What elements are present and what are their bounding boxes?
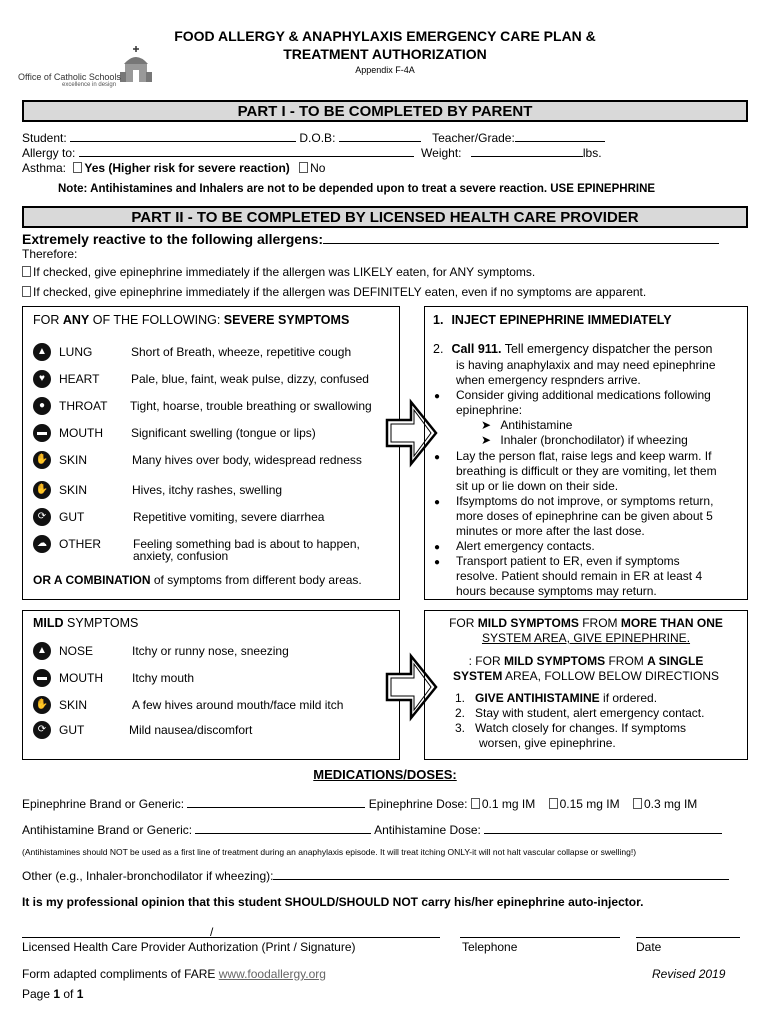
symptom-desc: Itchy or runny nose, sneezing [132, 644, 289, 658]
telephone-label: Telephone [462, 940, 518, 954]
area-label: SKIN [59, 453, 88, 467]
severe-row-mouth [23, 424, 403, 442]
bullet-icon: ● [434, 542, 441, 553]
l3-mid: FROM [605, 654, 648, 668]
severe-row-skin-1 [23, 451, 403, 469]
bullet-icon: ● [434, 497, 441, 508]
bullet2-line: Lay the person flat, raise legs and keep warm. If [456, 449, 712, 463]
mild-header [33, 616, 138, 630]
check-likely-text: If checked, give epinephrine immediately if the allergen was LIKELY eaten, for ANY symptoms. [33, 265, 536, 279]
step2 [433, 342, 712, 357]
anti-row [22, 823, 722, 837]
gut-icon: ⟳ [33, 721, 51, 739]
student-row [22, 131, 605, 145]
mild-row-nose [23, 642, 403, 660]
bullet5-line: hours because symptoms may return. [456, 584, 657, 598]
opinion-statement: It is my professional opinion that this student SHOULD/SHOULD NOT carry his/her epinephrine auto-injector. [22, 895, 644, 909]
bullet1-line: Consider giving additional medications following [456, 388, 711, 402]
bullet-icon: ● [434, 557, 441, 568]
mouth-icon: ▬ [33, 669, 51, 687]
area-label: HEART [59, 372, 100, 386]
area-label: SKIN [59, 698, 88, 712]
symptom-desc: Many hives over body, widespread redness [132, 453, 362, 467]
antihistamine-warning: (Antihistamines should NOT be used as a first line of treatment during an anaphylaxis episode. It will treat itching ONLY-it will not halt vascular collapse or swelling!) [22, 847, 637, 857]
allergens-row [22, 231, 719, 247]
dose-015-checkbox[interactable] [549, 798, 558, 809]
s1-num: 1. [455, 691, 466, 705]
hand-skin-icon: ✋ [33, 481, 51, 499]
s2-num: 2. [455, 706, 466, 720]
adapted-note [22, 967, 326, 981]
epi-brand-field[interactable] [187, 797, 365, 808]
s3-text-line2: worsen, give epinephrine. [479, 736, 616, 750]
symptom-desc: Short of Breath, wheeze, repetitive cough [131, 345, 352, 359]
telephone-field[interactable] [460, 937, 620, 938]
combination-rest: of symptoms from different body areas. [150, 573, 362, 587]
fare-link[interactable]: www.foodallergy.org [218, 967, 326, 981]
sub-antihistamine [481, 418, 572, 433]
symptom-desc: Significant swelling (tongue or lips) [131, 426, 316, 440]
revised-label: Revised 2019 [652, 967, 726, 981]
area-label: MOUTH [59, 426, 103, 440]
area-label: THROAT [59, 399, 108, 413]
bullet5-line: resolve. Patient should remain in ER at least 4 [456, 569, 703, 583]
l1-bold: MILD SYMPTOMS [477, 616, 579, 630]
step2-line: is having anaphylaxix and may need epinephrine [456, 358, 716, 372]
nose-icon: ▲ [33, 642, 51, 660]
bullet-icon: ● [434, 452, 441, 463]
page-pre: Page [22, 987, 54, 1001]
symptom-desc: Feeling something bad is about to happen, [133, 537, 360, 551]
severe-row-lung [23, 343, 403, 361]
student-label: Student: [22, 131, 67, 145]
weight-field[interactable] [471, 146, 583, 157]
severe-row-throat [23, 397, 403, 415]
epi-brand-label: Epinephrine Brand or Generic: [22, 797, 185, 811]
step2-num: 2. [433, 342, 444, 356]
gut-icon: ⟳ [33, 508, 51, 526]
combination-bold: OR A COMBINATION [33, 573, 151, 587]
combination-note [33, 573, 362, 587]
epi-row [22, 797, 697, 811]
l3-bold2: A SINGLE [647, 654, 704, 668]
mild-header-bold: MILD [33, 616, 64, 630]
severe-row-skin-2 [23, 481, 403, 499]
mild-row-gut [23, 721, 403, 739]
hand-skin-icon: ✋ [33, 451, 51, 469]
part1-heading: PART I - TO BE COMPLETED BY PARENT [22, 100, 748, 122]
lbs-label: lbs. [582, 146, 602, 160]
check-likely-checkbox[interactable] [22, 266, 31, 277]
mild-step1 [455, 691, 657, 706]
sub1-text: Antihistamine [500, 418, 573, 432]
provider-label: Licensed Health Care Provider Authorization (Print / Signature) [22, 940, 356, 954]
throat-icon: ● [33, 397, 51, 415]
symptom-desc: A few hives around mouth/face mild itch [132, 698, 344, 712]
dose-01-label: 0.1 mg IM [481, 797, 536, 811]
anti-dose-field[interactable] [484, 823, 722, 834]
arrow-bullet-icon: ➤ [481, 418, 492, 432]
mild-header-rest: SYMPTOMS [63, 616, 139, 630]
logo-text: Office of Catholic Schools [18, 72, 121, 82]
l1-mid: FROM [578, 616, 621, 630]
appendix-label: Appendix F-4A [355, 65, 415, 75]
epinephrine-note: Note: Antihistamines and Inhalers are not to be depended upon to treat a severe reaction. USE EPINEPHRINE [58, 183, 656, 195]
mild-symptoms-box [22, 610, 400, 760]
bullet5-line: Transport patient to ER, even if symptoms [456, 554, 680, 568]
symptom-desc: Itchy mouth [132, 671, 195, 685]
dob-label: D.O.B: [299, 131, 336, 145]
severe-symptoms-box [22, 306, 400, 600]
asthma-no-checkbox[interactable] [299, 162, 308, 173]
dose-03-label: 0.3 mg IM [643, 797, 698, 811]
sub2-text: Inhaler (bronchodilator) if wheezing [500, 433, 688, 447]
other-label: Other (e.g., Inhaler-bronchodilator if wheezing): [22, 869, 274, 883]
area-label: MOUTH [59, 671, 103, 685]
area-label: GUT [59, 723, 85, 737]
other-field[interactable] [273, 869, 729, 880]
severe-header-bold: SEVERE SYMPTOMS [223, 313, 350, 327]
mild-single-line2 [425, 669, 747, 683]
s1-rest: if ordered. [599, 691, 658, 705]
arrow-bullet-icon: ➤ [481, 433, 492, 447]
teacher-field[interactable] [515, 131, 605, 142]
symptom-desc: Tight, hoarse, trouble breathing or swallowing [130, 399, 372, 413]
dose-015-label: 0.15 mg IM [559, 797, 620, 811]
heart-icon: ♥ [33, 370, 51, 388]
part2-heading: PART II - TO BE COMPLETED BY LICENSED HEALTH CARE PROVIDER [22, 206, 748, 228]
bullet2-line: sit up or lie down on their side. [456, 479, 619, 493]
lungs-icon: ▲ [33, 343, 51, 361]
logo-tagline: excellence in design [62, 82, 117, 88]
severe-header-pre: FOR [33, 313, 63, 327]
teacher-label: Teacher/Grade: [432, 131, 515, 145]
emergency-actions-box [424, 306, 748, 600]
check-definitely-row [22, 285, 646, 299]
date-label: Date [636, 940, 662, 954]
l3-pre: : FOR [468, 654, 504, 668]
l3-bold: MILD SYMPTOMS [503, 654, 606, 668]
bullet-icon: ● [434, 391, 441, 402]
dob-field[interactable] [339, 131, 421, 142]
other-desc-line2: anxiety, confusion [133, 549, 229, 563]
allergy-label: Allergy to: [22, 146, 76, 160]
mouth-icon: ▬ [33, 424, 51, 442]
area-label: GUT [59, 510, 85, 524]
severe-header-any: ANY [62, 313, 90, 327]
s3-num: 3. [455, 721, 466, 735]
symptom-desc: Pale, blue, faint, weak pulse, dizzy, confused [131, 372, 369, 386]
adapted-text: Form adapted compliments of FARE [22, 967, 219, 981]
area-label: OTHER [59, 537, 101, 551]
bullet1-line: epinephrine: [456, 403, 523, 417]
s3-text: Watch closely for changes. If symptoms [475, 721, 686, 735]
step1-text: INJECT EPINEPHRINE IMMEDIATELY [451, 313, 672, 327]
severe-row-gut [23, 508, 403, 526]
area-label: LUNG [59, 345, 93, 359]
dose-03-checkbox[interactable] [633, 798, 642, 809]
asthma-no-label: No [310, 161, 326, 175]
page-number [22, 987, 83, 1001]
mild-multi-line1 [425, 616, 747, 630]
asthma-row [22, 161, 325, 175]
cathedral-logo-icon [116, 44, 156, 90]
asthma-yes-checkbox[interactable] [73, 162, 82, 173]
s2-text: Stay with student, alert emergency contact. [475, 706, 705, 720]
severe-row-heart [23, 370, 403, 388]
dose-01-checkbox[interactable] [471, 798, 480, 809]
bullet3-line: more doses of epinephrine can be given about 5 [456, 509, 713, 523]
signature-slash: / [210, 925, 214, 939]
check-likely-row [22, 265, 535, 279]
weight-label: Weight: [421, 146, 462, 160]
symptom-desc: Hives, itchy rashes, swelling [132, 483, 283, 497]
allergy-field[interactable] [79, 146, 414, 157]
page-num: 1 [53, 987, 61, 1001]
allergens-field[interactable] [323, 231, 719, 244]
anti-brand-field[interactable] [195, 823, 371, 834]
logo [18, 44, 168, 94]
form-title-line2: TREATMENT AUTHORIZATION [283, 46, 487, 62]
anti-dose-label: Antihistamine Dose: [374, 823, 481, 837]
step2-bold: Call 911. [451, 342, 502, 356]
mild-single-line1 [425, 654, 747, 668]
cloud-other-icon: ☁ [33, 535, 51, 553]
medications-heading: MEDICATIONS/DOSES: [313, 767, 457, 782]
anti-brand-label: Antihistamine Brand or Generic: [22, 823, 193, 837]
bullet3-line: minutes or more after the last dose. [456, 524, 645, 538]
mild-step2 [455, 706, 704, 721]
asthma-label: Asthma: [22, 161, 67, 175]
mild-actions-box [424, 610, 748, 760]
mild-row-skin [23, 696, 403, 714]
bullet3-line: Ifsymptoms do not improve, or symptoms return, [456, 494, 714, 508]
severe-header-mid: OF THE FOLLOWING: [89, 313, 224, 327]
asthma-yes-label: Yes (Higher risk for severe reaction) [84, 161, 290, 175]
mild-step3 [455, 721, 686, 736]
mild-row-mouth [23, 669, 403, 687]
form-title-line1: FOOD ALLERGY & ANAPHYLAXIS EMERGENCY CARE PLAN & [174, 28, 596, 44]
page-mid: of [60, 987, 77, 1001]
therefore-label: Therefore: [22, 247, 78, 261]
severe-header [33, 313, 349, 327]
step2-rest: Tell emergency dispatcher the person [501, 342, 713, 356]
other-row [22, 869, 729, 883]
area-label: SKIN [59, 483, 88, 497]
step1-num: 1. [433, 313, 444, 327]
bullet2-line: breathing is difficult or they are vomiting, let them [456, 464, 717, 478]
l1-bold2: MORE THAN ONE [620, 616, 723, 630]
page-total: 1 [76, 987, 84, 1001]
area-label: NOSE [59, 644, 94, 658]
allergens-label: Extremely reactive to the following allergens: [22, 231, 324, 247]
allergy-row [22, 146, 602, 160]
hand-skin-icon: ✋ [33, 696, 51, 714]
check-definitely-checkbox[interactable] [22, 286, 31, 297]
sub-inhaler [481, 433, 688, 448]
epi-dose-label: Epinephrine Dose: [368, 797, 468, 811]
s1-bold: GIVE ANTIHISTAMINE [475, 691, 600, 705]
l4-bold: SYSTEM [452, 669, 503, 683]
symptom-desc: Repetitive vomiting, severe diarrhea [133, 510, 325, 524]
l4-rest: AREA, FOLLOW BELOW DIRECTIONS [502, 669, 720, 683]
step1 [433, 313, 672, 327]
symptom-desc: Mild nausea/discomfort [129, 723, 253, 737]
step2-line: when emergency respnders arrive. [456, 373, 641, 387]
mild-multi-line2: SYSTEM AREA, GIVE EPINEPHRINE. [481, 631, 691, 645]
bullet4-line: Alert emergency contacts. [456, 539, 595, 553]
date-field[interactable] [636, 937, 740, 938]
provider-signature-field[interactable] [22, 937, 440, 938]
l1-pre: FOR [449, 616, 478, 630]
check-definitely-text: If checked, give epinephrine immediately if the allergen was DEFINITELY eaten, even if no symptoms are apparent. [33, 285, 647, 299]
student-field[interactable] [70, 131, 296, 142]
